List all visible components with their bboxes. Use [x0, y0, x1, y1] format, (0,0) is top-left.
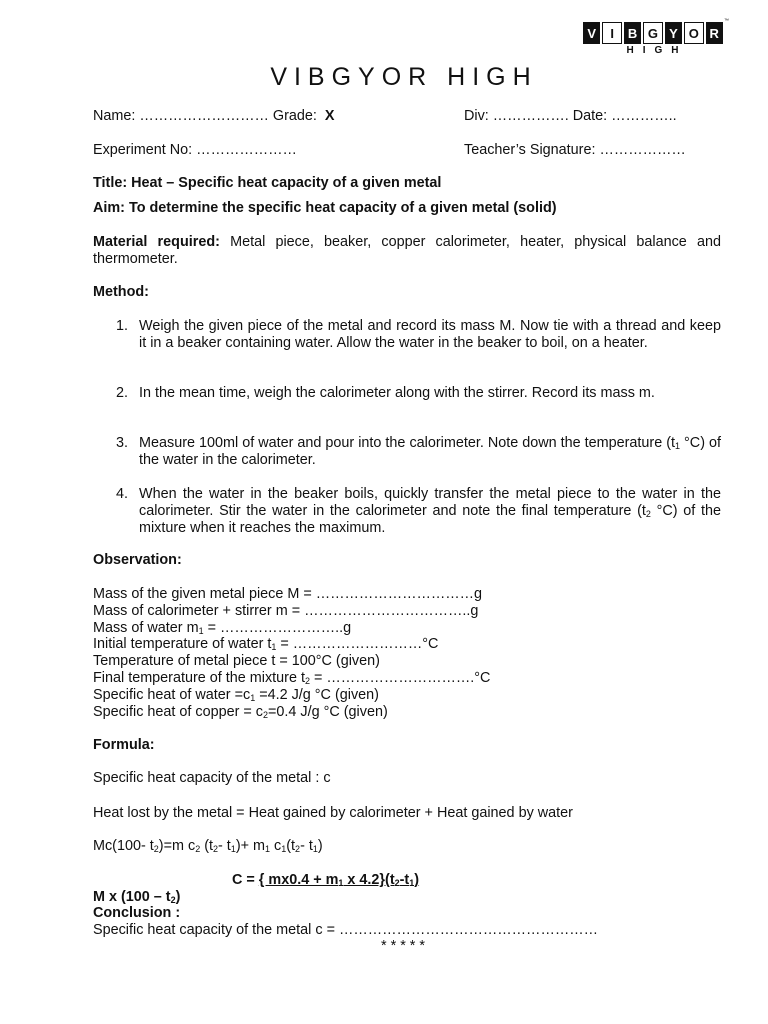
- step-text: When the water in the beaker boils, quickly transfer the metal piece to the water in the calorimeter. Stir the water in the calorimeter and note the final temperature ($t_2$ °C) of the mixture when it reaches the maximum.: [139, 486, 721, 536]
- experiment-no-field: Experiment No: …………………: [93, 142, 297, 158]
- c-formula-denominator: M x $(100 - t_2)$: [93, 889, 181, 905]
- step-number: 2.: [116, 385, 129, 401]
- observation-line: Temperature of metal piece t = 100°C (given): [93, 653, 380, 669]
- observation-line: Mass of the given metal piece M = ……………………………g: [93, 586, 483, 602]
- logo-letter: Y: [665, 22, 682, 44]
- logo-letter: I: [602, 22, 621, 44]
- logo-subtitle: HIGH: [626, 45, 688, 56]
- step-text: In the mean time, weigh the calorimeter along with the stirrer. Record its mass m.: [139, 385, 655, 401]
- step-text: Measure 100ml of water and pour into the calorimeter. Note down the temperature ($t_1$ °C) of the water in the calorimeter.: [139, 435, 721, 468]
- end-stars: * * * * *: [381, 938, 425, 954]
- observation-line: Specific heat of water $=c_1 =4.2$ J/g °C (given): [93, 687, 379, 703]
- logo-letter: B: [624, 22, 641, 44]
- observation-line: Initial temperature of water $t_1$ = ………………………°C: [93, 636, 439, 652]
- material-label: Material required:: [93, 234, 220, 250]
- logo-letter: G: [643, 22, 662, 44]
- formula-line: Heat lost by the metal = Heat gained by calorimeter + Heat gained by water: [93, 805, 573, 821]
- logo-letter: V: [583, 22, 600, 44]
- name-label: Name: ……………………… Grade:: [93, 108, 317, 124]
- material-required: [93, 234, 721, 268]
- logo-letter: O: [684, 22, 703, 44]
- formula-heading: Formula:: [93, 737, 155, 753]
- material-text: Metal piece, beaker, copper calorimeter, heater, physical balance and thermometer.: [93, 234, 721, 267]
- observation-line: Mass of water $m_1$ = ……………………..g: [93, 620, 352, 636]
- method-step: [116, 385, 721, 402]
- c-formula-numerator: C = { $mx0.4 + m_1$ x $4.2\}(t_2-t_1)$: [232, 872, 420, 888]
- conclusion-heading: Conclusion :: [93, 905, 181, 921]
- observation-line: Specific heat of copper = $c_2=0.4$ J/g °C (given): [93, 704, 388, 720]
- logo-trademark: ™: [724, 18, 729, 24]
- heat-equation: Mc(100- $t_2)=m$ $c_2$ ($t_2-$ $t_1)+ m_1$ $c_1(t_2-$ $t_1$): [93, 838, 323, 854]
- name-grade-field: [93, 108, 335, 125]
- logo-letters: [583, 22, 723, 44]
- step-number: 1.: [116, 318, 129, 334]
- step-text: Weigh the given piece of the metal and record its mass M. Now tie with a thread and keep it in a beaker containing water. Allow the water in the beaker to boil, on a heater.: [139, 318, 721, 351]
- teacher-signature-field: Teacher’s Signature: ………………: [464, 142, 686, 158]
- method-step: [116, 435, 721, 469]
- method-step: [116, 318, 721, 352]
- page-title: VIBGYOR HIGH: [270, 63, 538, 91]
- observation-line: Mass of calorimeter + stirrer m = ……………………………..g: [93, 603, 479, 619]
- method-step: [116, 486, 721, 537]
- grade-value: X: [324, 108, 335, 124]
- school-logo: [583, 18, 729, 56]
- div-date-field: Div: ……………. Date: …………..: [464, 108, 677, 124]
- observation-line: Final temperature of the mixture $t_2$ = ………………………….°C: [93, 670, 491, 686]
- method-heading: Method:: [93, 284, 149, 300]
- observation-heading: Observation:: [93, 552, 182, 568]
- logo-letter: R: [706, 22, 723, 44]
- experiment-title: Title: Heat – Specific heat capacity of a given metal: [93, 175, 442, 191]
- experiment-aim: Aim: To determine the specific heat capacity of a given metal (solid): [93, 200, 557, 216]
- step-number: 3.: [116, 435, 129, 451]
- step-number: 4.: [116, 486, 129, 502]
- conclusion-line: Specific heat capacity of the metal c = ………………………………………………: [93, 922, 599, 938]
- formula-line: Specific heat capacity of the metal : c: [93, 770, 331, 786]
